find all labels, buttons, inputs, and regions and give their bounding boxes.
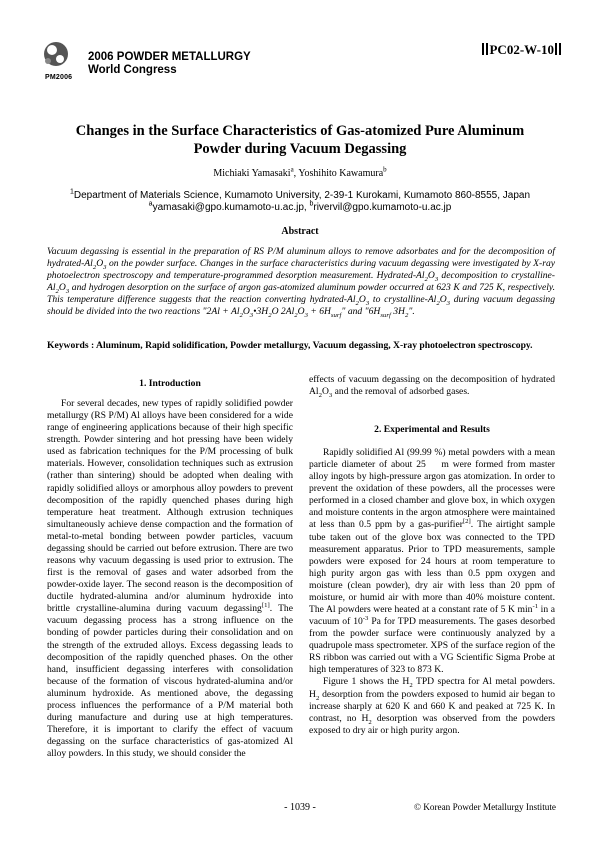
section-2-heading: [309, 424, 555, 435]
logo-label: PM2006: [45, 74, 73, 81]
conference-subtitle: World Congress: [88, 64, 177, 76]
keywords: Keywords : Aluminum, Rapid solidification, Powder metallurgy, Vacuum degassing, X-ray photoelectron spectroscopy.: [47, 340, 533, 351]
right-column-top: [309, 374, 555, 398]
abstract-heading: Abstract: [281, 226, 319, 237]
introduction-continued: effects of vacuum degassing on the decomposition of hydrated $Al_2O_3$ and the removal of adsorbed gases.: [309, 374, 555, 399]
email-b-mark: b: [309, 200, 314, 208]
title-line-1: Changes in the Surface Characteristics of Gas-atomized Pure Aluminum: [75, 123, 525, 139]
right-column: [309, 447, 555, 737]
affiliation-block: [40, 190, 560, 214]
paper-title: [40, 122, 560, 158]
abstract-text: [47, 246, 555, 319]
introduction-paragraph: For several decades, new types of rapidly solidified powder metallurgy (RS P/M) Al alloys have been considered for a wide range of engineering applications because of their high specific strength. Powder sintering and hot pressing have been widely used as fabrication techniques for the P/M processing of bulk materials. However, consolidation techniques such as extrusion (rather than sintering) should be adopted when dealing with rapidly solidified alloys or amorphous alloy powders to prevent decomposition of the rapidly quenched phases during high temperature heat treatment. Although extrusion techniques simultaneously achieve dense compaction and the formation of metal-to-metal bonding between powder particles, vacuum degassing should be carried out before extrusion. There are two reasons why vacuum degassing is used prior to extrusion. The first is the removal of gases and water adsorbed from the powder-oxide layer. The second reason is the decomposition of ductile hydrated-alumina and/or aluminum hydroxide into brittle crystalline-alumina during vacuum degassing[1]. The vacuum degassing process has a strong influence on the bonding of powder particles during their consolidation and on the strength of the extruded alloys. Excess degassing leads to decomposition of the rapidly quenched phases. On the other hand, insufficient degassing interferes with consolidation because of the formation of viscous hydrated-alumina and/or aluminum hydroxide. As mentioned above, the degassing process influences the performance of a P/M material both during manufacture and during use at high temperatures. Therefore, it is important to clarify the effect of vacuum degassing on the surface characteristics of gas-atomized Al alloy powders. In this study, we should consider the: [47, 398, 293, 760]
paper-code: [481, 42, 562, 58]
authors: [40, 165, 560, 179]
experimental-paragraph-1: Rapidly solidified Al (99.99 %) metal powders with a mean particle diameter of about 25 m were formed from master alloy ingots by high-pressure argon gas atomization. In order to prevent the oxidation of these powders, all the processes were performed in a closed chamber and glove box, in which oxygen and moisture contents in the argon atmosphere were maintained at less than 0.5 ppm by a gas-purifier[2]. The airtight sample tube taken out of the glove box was connected to the TPD measurement apparatus. Prior to TPD measurements, sample powders were exposed for 24 hours at room temperature to high purity argon gas with less than 0.5 ppm oxygen and moisture (clean powder), dry air with less than 20 ppm of moisture, or humid air with more than 40% moisture content. The Al powders were heated at a constant rate of 5 K $\min^{-1}$ in a vacuum of $10^{-3}$ Pa for TPD measurements. The gases desorbed from the powder surface were continuously analyzed by a quadrupole mass spectrometer. XPS of the surface region of the RS ribbon was carried out with a VG Scientific Sigma Probe at high temperatures of 323 to 873 K.: [309, 447, 555, 676]
author-1: Michiaki Yamasaki: [213, 168, 291, 179]
conference-name: 2006 POWDER METALLURGY: [88, 51, 251, 63]
author-2-mark: b: [383, 165, 387, 174]
author-1-mark: a: [290, 165, 294, 174]
abstract-paragraph: Vacuum degassing is essential in the preparation of RS P/M aluminum alloys to remove adsorbates and for the decomposition of hydrated-$Al_2O_3$ on the powder surface. Changes in the surface characteristics during vacuum degassing were investigated by X-ray photoelectron spectroscopy and temperature-programmed desorption measurement. Hydrated-$Al_2O_3$ decomposition to crystalline-$Al_2O_3$ and hydrogen desorption on the surface of argon gas-atomized aluminum powder occurred at 623 K and 725 K, respectively. This temperature difference suggests that the reaction converting hydrated-$Al_2O_3$ to crystalline-$Al_2O_3$ during vacuum degassing should be divided into the two reactions "$2Al + Al_2O_3•3H_2O$ $2Al_2O_3 + 6H_{surf}$" and "$6H_{surf}$ $3H_2$".: [47, 246, 555, 320]
paper-code-text: PC02-W-10: [489, 42, 554, 57]
section-2-heading-text: 2. Experimental and Results: [374, 424, 490, 435]
email-b: rivervil@gpo.kumamoto-u.ac.jp: [313, 202, 452, 213]
author-2: Yoshihito Kawamura: [298, 168, 384, 179]
affiliation-mark: 1: [69, 188, 74, 196]
email-a: yamasaki@gpo.kumamoto-u.ac.jp,: [152, 202, 310, 213]
author-separator: ,: [293, 168, 299, 179]
left-column: [47, 398, 293, 760]
experimental-paragraph-2: Figure 1 shows the $H_2$ TPD spectra for Al metal powders. $H_2$ desorption from the powders exposed to humid air began to increase sharply at 620 K and 660 K and peaked at 725 K. In contrast, no $H_2$ desorption was observed from the powders exposed to dry air or high purity argon.: [309, 676, 555, 736]
section-1-heading-text: 1. Introduction: [139, 378, 201, 389]
copyright: © Korean Powder Metallurgy Institute: [413, 802, 556, 812]
email-a-mark: a: [148, 200, 153, 208]
page-number: - 1039 -: [284, 802, 316, 813]
section-1-heading: [47, 378, 293, 389]
title-line-2: Powder during Vacuum Degassing: [193, 141, 407, 157]
affiliation: Department of Materials Science, Kumamoto University, 2-39-1 Kurokami, Kumamoto 860-8555, Japan: [73, 190, 531, 201]
